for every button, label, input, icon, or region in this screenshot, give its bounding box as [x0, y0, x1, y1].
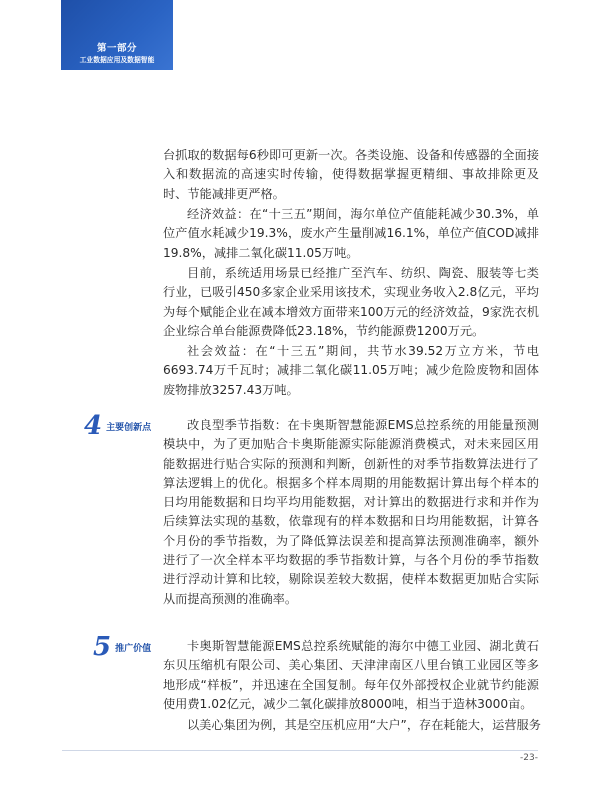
paragraph-industry-promotion: 目前，系统适用场景已经推广至汽车、纺织、陶瓷、服装等七类行业，已吸引450多家企业采用该技术，实现业务收入2.8亿元，平均为每个赋能企业在减本增效方面带来100万元的经济效益，9家洗衣机企业综合单台能源费降低23.18%，节约能源费1200万元。: [163, 266, 539, 338]
part-subtitle: 工业数据应用及数据智能: [79, 56, 155, 64]
section-number-5: 5: [93, 632, 112, 662]
paragraph-data-refresh: 台抓取的数据每6秒即可更新一次。各类设施、设备和传感器的全面接入和数据流的高速实时传输，使得数据掌握更精细、事故排除更及时、节能减排更严格。: [163, 148, 539, 201]
sidebar-innovation: [84, 413, 151, 439]
paragraph-seasonal-index: 改良型季节指数：在卡奥斯智慧能源EMS总控系统的用能量预测模块中，为了更加贴合卡奥斯能源实际能源消费模式，对未来园区用能数据进行贴合实际的预测和判断，创新性的对季节指数算法进行了算法逻辑上的优化。根据多个样本周期的用能数据计算出每个样本的日均用能数据和日均平均用能数据，对计算出的数据进行求和并作为后续算法实现的基数，依靠现有的样本数据和日均用能数据，计算各个月份的季节指数，为了降低算法误差和提高算法预测准确率，额外进行了一次全样本平均数据的季节指数计算，与各个月份的季节指数进行浮动计算和比较，剔除误差较大数据，使样本数据更加贴合实际从而提高预测的准确率。: [163, 418, 539, 606]
section-label-promotion: 推广价值: [115, 643, 152, 654]
paragraph-meixin-example: 以美心集团为例，其是空压机应用“大户”，存在耗能大，运营服务: [187, 718, 541, 732]
footer-divider: [62, 750, 538, 751]
section-banner: [61, 0, 173, 70]
paragraph-social-benefit: 社会效益：在“十三五”期间，共节水39.52万立方米，节电6693.74万千瓦时；减排二氧化碳11.05万吨；减少危险废物和固体废物排放3257.43万吨。: [163, 344, 539, 397]
sidebar-promotion: [93, 634, 151, 660]
paragraph-economic-benefit: 经济效益：在“十三五”期间，海尔单位产值能耗减少30.3%，单位产值水耗减少19.3%，废水产生量削减16.1%，单位产值COD减排19.8%，减排二氧化碳11.05万吨。: [163, 207, 539, 260]
part-title: 第一部分: [96, 43, 137, 54]
section-label-innovation: 主要创新点: [106, 422, 152, 433]
page-number: -23-: [520, 753, 538, 763]
section-number-4: 4: [84, 411, 103, 441]
paragraph-promotion-value: 卡奥斯智慧能源EMS总控系统赋能的海尔中德工业园、湖北黄石东贝压缩机有限公司、美心集团、天津津南区八里台镇工业园区等多地形成“样板”，并迅速在全国复制。每年仅外部授权企业就节约能源使用费1.02亿元，减少二氧化碳排放8000吨，相当于造林3000亩。: [163, 639, 539, 711]
